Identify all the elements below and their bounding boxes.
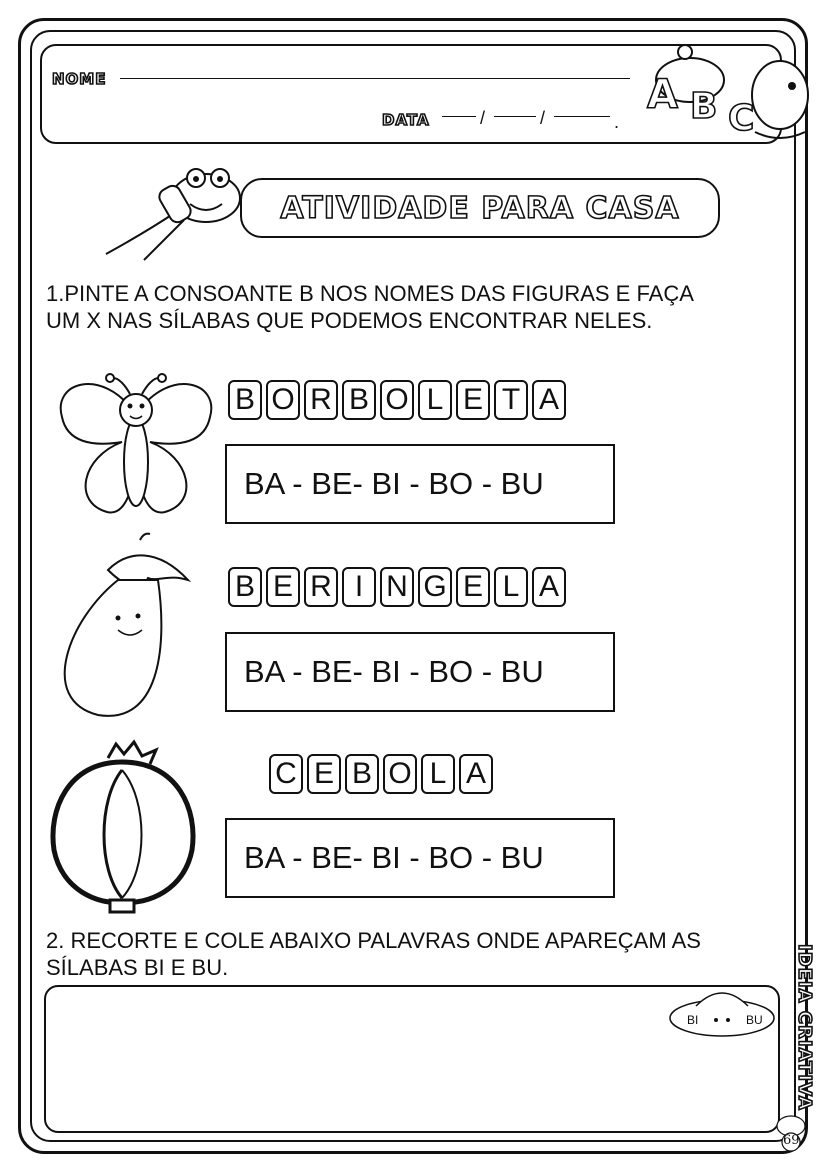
butterfly-icon [52, 372, 220, 522]
exercise1-instruction: 1.PINTE A CONSOANTE B NOS NOMES DAS FIGURAS E FAÇA UM X NAS SÍLABAS QUE PODEMOS ENCONTRAR NELES. [46, 281, 694, 333]
letter-tile[interactable]: O [383, 754, 417, 794]
letter-tile[interactable]: A [532, 380, 566, 420]
date-separator: / [480, 108, 486, 128]
date-day-line[interactable] [442, 116, 476, 117]
name-line[interactable] [120, 78, 630, 79]
frog-icon [96, 162, 256, 268]
letter-tile[interactable]: O [380, 380, 414, 420]
letter-tile[interactable]: T [494, 380, 528, 420]
letter-tile[interactable]: B [342, 380, 376, 420]
syllables-box-beringela[interactable]: BA - BE- BI - BO - BU [225, 632, 615, 712]
word-tiles-cebola [269, 754, 493, 794]
letter-tile[interactable]: E [456, 567, 490, 607]
letter-tile[interactable]: I [342, 567, 376, 607]
letter-tile[interactable]: A [532, 567, 566, 607]
word-tiles-beringela [228, 567, 566, 607]
date-month-line[interactable] [494, 116, 536, 117]
letter-tile[interactable]: B [228, 567, 262, 607]
date-label: DATA [382, 111, 430, 129]
page-number: 69 [783, 1133, 800, 1148]
name-label: NOME [52, 70, 107, 88]
mascot-label-bu: BU [746, 1013, 763, 1027]
letter-tile[interactable]: C [269, 754, 303, 794]
letter-tile[interactable]: B [345, 754, 379, 794]
date-separator: / [540, 108, 546, 128]
word-tiles-borboleta [228, 380, 566, 420]
brand-vertical-text: IDEIA CRIATIVA [794, 944, 815, 1111]
letter-tile[interactable]: B [228, 380, 262, 420]
date-year-line[interactable] [554, 116, 610, 117]
letter-tile[interactable]: N [380, 567, 414, 607]
letter-tile[interactable]: R [304, 567, 338, 607]
abc-letter-c: C [728, 98, 756, 139]
dinosaur-mascot-icon [666, 984, 778, 1040]
letter-tile[interactable]: E [307, 754, 341, 794]
abc-letter-a: A [647, 72, 679, 118]
syllables-box-borboleta[interactable]: BA - BE- BI - BO - BU [225, 444, 615, 524]
eggplant-icon [48, 530, 198, 722]
mascot-label-bi: BI [687, 1013, 699, 1027]
letter-tile[interactable]: E [266, 567, 300, 607]
letter-tile[interactable]: O [266, 380, 300, 420]
letter-tile[interactable]: A [459, 754, 493, 794]
abc-letter-b: B [690, 86, 719, 127]
activity-title: ATIVIDADE PARA CASA [280, 190, 680, 226]
onion-icon [48, 740, 198, 916]
letter-tile[interactable]: L [421, 754, 455, 794]
letter-tile[interactable]: R [304, 380, 338, 420]
exercise2-instruction: 2. RECORTE E COLE ABAIXO PALAVRAS ONDE APAREÇAM AS SÍLABAS BI E BU. [46, 928, 701, 980]
activity-title-box [240, 178, 720, 238]
letter-tile[interactable]: L [418, 380, 452, 420]
letter-tile[interactable]: G [418, 567, 452, 607]
syllables-box-cebola[interactable]: BA - BE- BI - BO - BU [225, 818, 615, 898]
letter-tile[interactable]: L [494, 567, 528, 607]
letter-tile[interactable]: E [456, 380, 490, 420]
